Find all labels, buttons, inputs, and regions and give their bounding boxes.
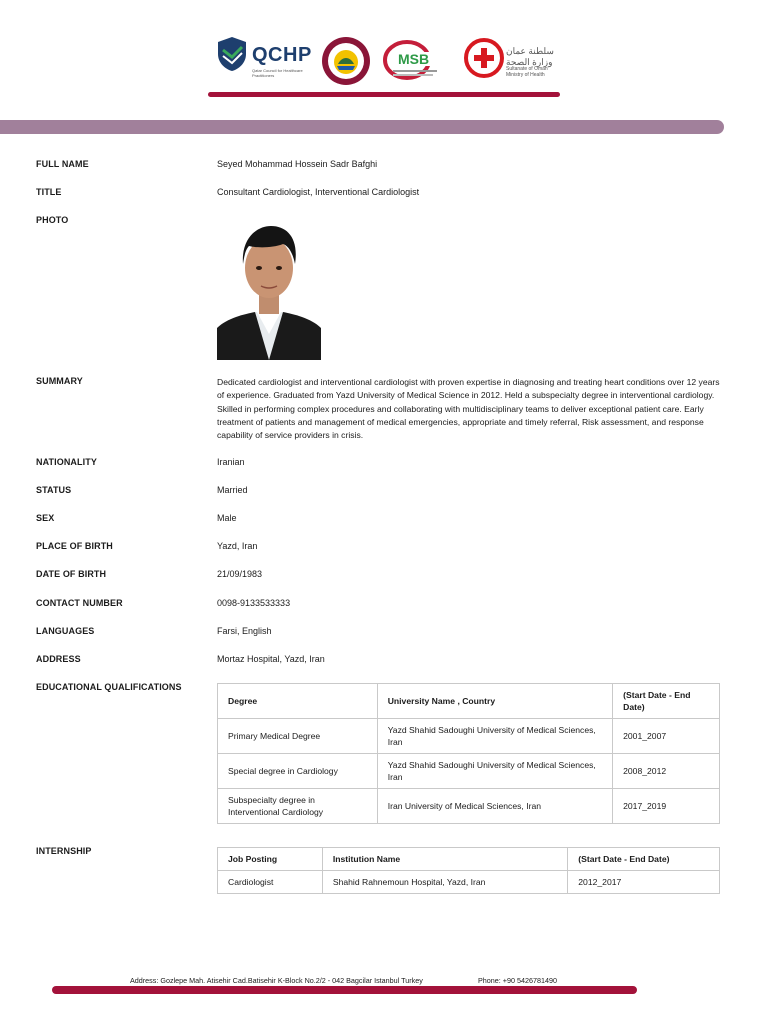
table-cell: Special degree in Cardiology [218, 754, 378, 789]
table-row [218, 789, 720, 824]
table-cell: Yazd Shahid Sadoughi University of Medical Sciences, Iran [377, 719, 612, 754]
qchp-wordmark: QCHP [252, 44, 312, 66]
contact-number-label: CONTACT NUMBER [36, 598, 123, 608]
photo-label: PHOTO [36, 215, 69, 225]
contact-number-value: 0098-9133533333 [217, 598, 291, 608]
table-cell: 2012_2017 [568, 871, 720, 894]
internship-label: INTERNSHIP [36, 846, 92, 856]
languages-label: LANGUAGES [36, 626, 95, 636]
footer-divider [52, 986, 637, 994]
table-cell: 2008_2012 [613, 754, 720, 789]
header-divider [208, 92, 560, 97]
table-row [218, 754, 720, 789]
table-header-cell: Institution Name [322, 848, 567, 871]
svg-text:MSB: MSB [398, 51, 430, 67]
table-header-cell: (Start Date - End Date) [568, 848, 720, 871]
table-cell: Primary Medical Degree [218, 719, 378, 754]
title-label: TITLE [36, 187, 62, 197]
profile-photo [217, 216, 321, 360]
internship-table [217, 847, 720, 894]
date-of-birth-value: 21/09/1983 [217, 569, 263, 579]
table-header-cell: Degree [218, 684, 378, 719]
profile-photo-image [217, 216, 321, 360]
oman-moh-arabic: سلطنة عمان وزارة الصحة [506, 46, 554, 67]
table-cell: Cardiologist [218, 871, 323, 894]
oman-moh-logo [464, 36, 554, 80]
summary-label: SUMMARY [36, 376, 83, 386]
title-value: Consultant Cardiologist, Interventional Cardiologist [217, 187, 420, 197]
table-header-cell: (Start Date - End Date) [613, 684, 720, 719]
education-table [217, 683, 720, 824]
full-name-label: FULL NAME [36, 159, 89, 169]
omsb-emblem-icon [383, 36, 443, 82]
languages-value: Farsi, English [217, 626, 272, 636]
nationality-value: Iranian [217, 457, 245, 467]
table-cell: 2017_2019 [613, 789, 720, 824]
table-header-cell: University Name , Country [377, 684, 612, 719]
qchp-logo [216, 36, 312, 78]
full-name-value: Seyed Mohammad Hossein Sadr Bafghi [217, 159, 378, 169]
status-label: STATUS [36, 485, 72, 495]
section-bar [0, 120, 724, 134]
qchp-subtext: Qatar Council for Healthcare Practitioners [252, 68, 303, 78]
nationality-label: NATIONALITY [36, 457, 97, 467]
education-label: EDUCATIONAL QUALIFICATIONS [36, 682, 182, 692]
table-row [218, 719, 720, 754]
address-value: Mortaz Hospital, Yazd, Iran [217, 654, 325, 664]
table-cell: Yazd Shahid Sadoughi University of Medical Sciences, Iran [377, 754, 612, 789]
table-row [218, 871, 720, 894]
qatar-moph-seal-logo [320, 36, 372, 86]
table-cell: 2001_2007 [613, 719, 720, 754]
table-header-cell: Job Posting [218, 848, 323, 871]
table-cell: Subspecialty degree in Interventional Cardiology [218, 789, 378, 824]
place-of-birth-value: Yazd, Iran [217, 541, 258, 551]
oman-moh-english: Sultanate of Oman Ministry of Health [506, 66, 548, 78]
header-logos [216, 36, 556, 86]
sex-label: SEX [36, 513, 55, 523]
table-header-row [218, 848, 720, 871]
place-of-birth-label: PLACE OF BIRTH [36, 541, 113, 551]
qatar-seal-icon [320, 36, 372, 86]
footer-phone: Phone: +90 5426781490 [478, 976, 557, 985]
sex-value: Male [217, 513, 237, 523]
summary-value: Dedicated cardiologist and interventional cardiologist with proven expertise in diagnosing and treating heart conditions over 12 years of experience. Graduated from Yazd University of Medical Science in 2012. Held a subspecialty degree in interventional cardiology. Skilled in performing complex procedures and collaborating with multidisciplinary teams to deliver exceptional patient care. Early treatment of patients and management of medical emergencies, appropriate and timely referral, Risk assessment, and response capability of service providers in crisis. [217, 377, 720, 441]
omsb-logo [383, 36, 443, 82]
date-of-birth-label: DATE OF BIRTH [36, 569, 107, 579]
table-cell: Iran University of Medical Sciences, Iran [377, 789, 612, 824]
status-value: Married [217, 485, 248, 495]
table-header-row [218, 684, 720, 719]
oman-moh-emblem-icon [464, 36, 504, 80]
qchp-shield-icon [216, 36, 248, 72]
address-label: ADDRESS [36, 654, 81, 664]
table-cell: Shahid Rahnemoun Hospital, Yazd, Iran [322, 871, 567, 894]
footer-address: Address: Gozlepe Mah. Atisehir Cad.Batisehir K-Block No.2/2 - 042 Bagcilar Istanbul Turkey [130, 976, 423, 985]
